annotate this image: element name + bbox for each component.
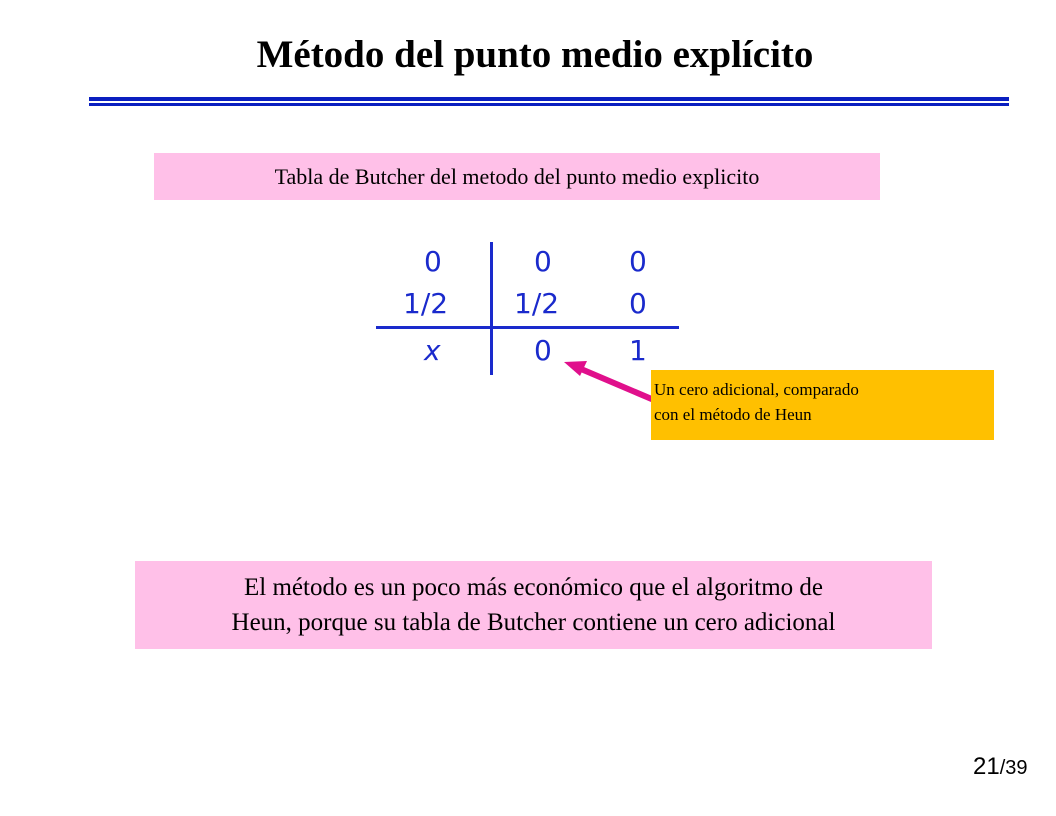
butcher-cell-b1: 0 xyxy=(534,334,552,367)
butcher-cell-a21: 1/2 xyxy=(514,287,560,320)
butcher-caption-text: Tabla de Butcher del metodo del punto medio explicito xyxy=(274,163,760,189)
page-current: 21 xyxy=(973,753,1000,780)
butcher-cell-c2: 1/2 xyxy=(403,287,449,320)
note-callout xyxy=(651,370,994,440)
conclusion-line-1: El método es un poco más económico que el algoritmo de xyxy=(243,574,824,601)
title-rule-top xyxy=(89,97,1009,101)
butcher-vertical-rule xyxy=(490,242,493,375)
note-line-2: con el método de Heun xyxy=(654,405,812,424)
butcher-cell-a11: 0 xyxy=(534,245,552,278)
conclusion-line-2: Heun, porque su tabla de Butcher contiene un cero adicional xyxy=(231,609,836,636)
butcher-horizontal-rule xyxy=(376,326,679,329)
title-rule-bottom xyxy=(89,103,1009,106)
butcher-cell-b2: 1 xyxy=(629,334,647,367)
conclusion-box xyxy=(135,561,932,649)
butcher-cell-c1: 0 xyxy=(424,245,442,278)
page-total: /39 xyxy=(999,757,1028,779)
butcher-caption xyxy=(154,153,880,200)
butcher-cell-a12: 0 xyxy=(629,245,647,278)
note-line-1: Un cero adicional, comparado xyxy=(654,380,859,399)
butcher-cell-x: x xyxy=(424,334,441,367)
butcher-cell-a22: 0 xyxy=(629,287,647,320)
page-number xyxy=(973,753,1028,781)
slide-title: Método del punto medio explícito xyxy=(256,33,814,76)
